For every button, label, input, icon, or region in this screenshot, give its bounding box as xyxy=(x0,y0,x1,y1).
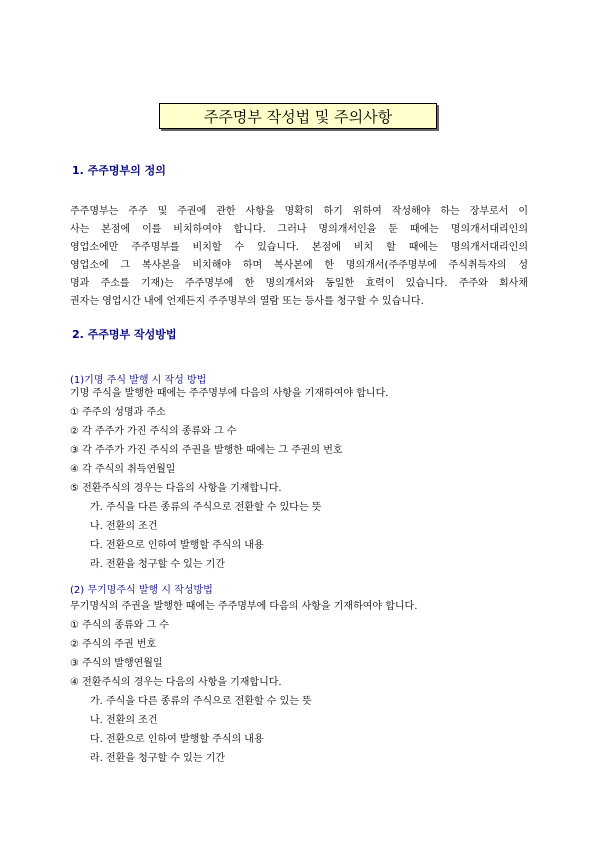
paragraph-line: 영업소에만 주주명부를 비치할 수 있습니다. 본점에 비치 할 때에는 명의개서대리인의 xyxy=(70,242,528,253)
subsection-1-list xyxy=(70,384,388,574)
list-subitem: 가. 주식을 다른 종류의 주식으로 전환할 수 있는 뜻 xyxy=(90,696,312,707)
list-item: ④ 전환주식의 경우는 다음의 사항을 기재합니다. xyxy=(70,677,282,688)
list-subitem: 라. 전환을 청구할 수 있는 기간 xyxy=(90,559,225,570)
paragraph-line: 명과 주소를 기재)는 주주명부에 한 명의개서와 동일한 효력이 있습니다. 주주와 회사채 xyxy=(70,278,528,289)
list-item: ① 주주의 성명과 주소 xyxy=(70,407,166,418)
paragraph-line: 사는 본점에 이를 비치하여야 합니다. 그러나 명의개서인을 둔 때에는 명의개서대리인의 xyxy=(70,224,528,235)
list-item: ③ 주식의 발행연월일 xyxy=(70,658,163,669)
document-title: 주주명부 작성법 및 주의사항 xyxy=(203,107,393,126)
subsection-1-heading: (1)기명 주식 발행 시 작성 방법 xyxy=(70,375,207,386)
list-subitem: 나. 전환의 조건 xyxy=(90,715,158,726)
section-1-heading: 1. 주주명부의 정의 xyxy=(72,164,166,177)
document-title-box xyxy=(159,103,437,129)
list-subitem: 가. 주식을 다른 종류의 주식으로 전환할 수 있다는 뜻 xyxy=(90,502,322,513)
paragraph-line: 권자는 영업시간 내에 언제든지 주주명부의 열람 또는 등사를 청구할 수 있습니다. xyxy=(70,296,424,307)
list-item: 무기명식의 주권을 발행한 때에는 주주명부에 다음의 사항을 기재하여야 합니다. xyxy=(70,601,418,612)
list-subitem: 나. 전환의 조건 xyxy=(90,521,158,532)
list-subitem: 라. 전환을 청구할 수 있는 기간 xyxy=(90,753,225,764)
list-subitem: 다. 전환으로 인하여 발행할 주식의 내용 xyxy=(90,734,264,745)
list-item: ① 주식의 종류와 그 수 xyxy=(70,620,169,631)
paragraph-line: 주주명부는 주주 및 주권에 관한 사항을 명확히 하기 위하여 작성해야 하는 장부로서 이 xyxy=(70,206,528,217)
list-item: ③ 각 주주가 가진 주식의 주권을 발행한 때에는 그 주권의 번호 xyxy=(70,445,343,456)
list-item: ⑤ 전환주식의 경우는 다음의 사항을 기재합니다. xyxy=(70,483,282,494)
subsection-2-heading: (2) 무기명주식 발행 시 작성방법 xyxy=(70,585,213,596)
list-item: ② 주식의 주권 번호 xyxy=(70,639,157,650)
list-subitem: 다. 전환으로 인하여 발행할 주식의 내용 xyxy=(90,540,264,551)
list-item: ④ 각 주식의 취득연월일 xyxy=(70,464,176,475)
subsection-2-list xyxy=(70,597,417,768)
list-item: 기명 주식을 발행한 때에는 주주명부에 다음의 사항을 기재하여야 합니다. xyxy=(70,388,389,399)
section-2-heading: 2. 주주명부 작성방법 xyxy=(72,328,177,341)
list-item: ② 각 주주가 가진 주식의 종류와 그 수 xyxy=(70,426,237,437)
paragraph-line: 영업소에 그 복사본을 비치해야 하며 복사본에 한 명의개서(주주명부에 주식취득자의 성 xyxy=(70,260,528,271)
section-1-paragraph xyxy=(70,203,528,311)
